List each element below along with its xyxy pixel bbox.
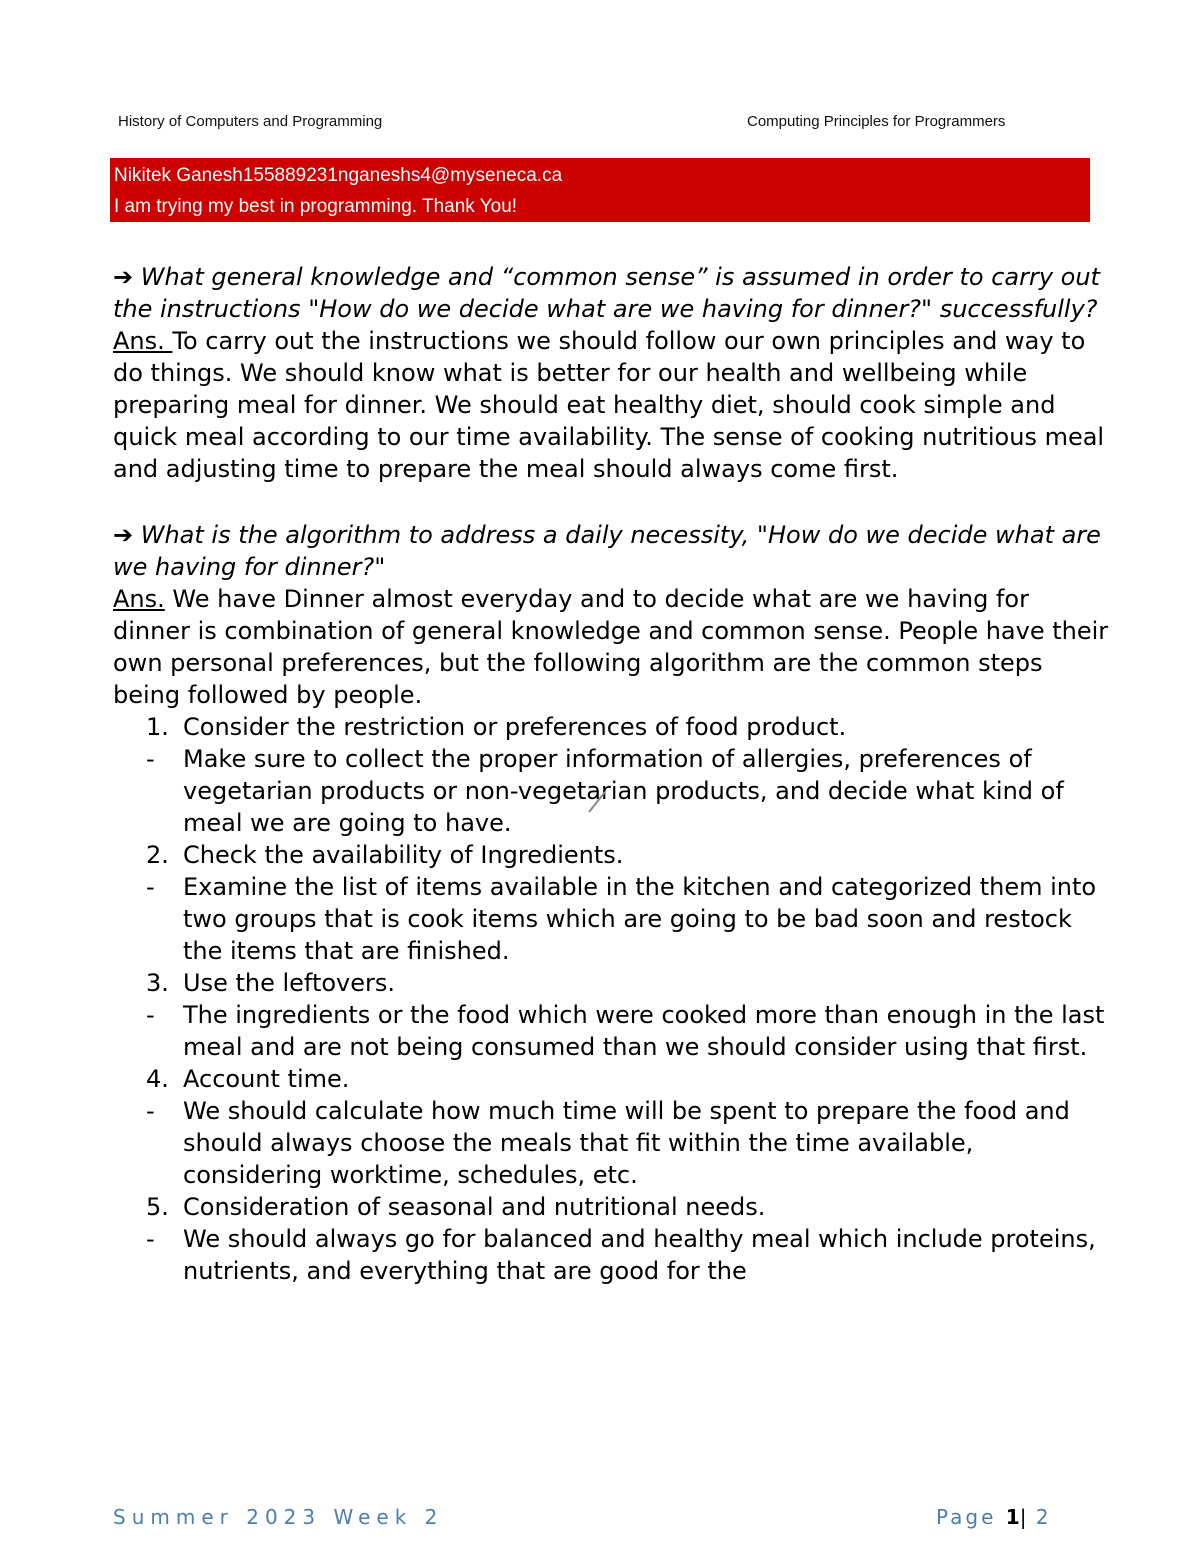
step-5 — [113, 1191, 1113, 1223]
question-2: ➔ What is the algorithm to address a daily necessity, "How do we decide what are we having for dinner?" — [113, 521, 1101, 581]
step-1-detail — [113, 743, 1113, 839]
answer-2 — [113, 583, 1113, 711]
footer-current-page: 1 — [1005, 1505, 1020, 1529]
footer-separator: | — [1019, 1505, 1027, 1529]
question-1: ➔ What general knowledge and “common sense” is assumed in order to carry out the instructions "How do we decide what are we having for dinner?" successfully? — [113, 263, 1100, 323]
step-4-title: Account time. — [183, 1065, 350, 1093]
step-4-number: 4. — [146, 1065, 169, 1093]
dash-marker: - — [146, 1001, 155, 1029]
step-3-detail — [113, 999, 1113, 1063]
step-5-detail — [113, 1223, 1113, 1287]
dash-marker: - — [146, 1097, 155, 1125]
step-2-number: 2. — [146, 841, 169, 869]
step-1-number: 1. — [146, 713, 169, 741]
step-2-detail-text: Examine the list of items available in the kitchen and categorized them into two groups that is cook items which are going to be bad soon and restock the items that are finished. — [183, 873, 1097, 965]
student-note-line: I am trying my best in programming. Thank You! — [114, 196, 518, 217]
student-info-line: Nikitek Ganesh155889231nganeshs4@myseneca.ca — [114, 165, 563, 186]
dash-marker: - — [146, 1225, 155, 1253]
step-3-title: Use the leftovers. — [183, 969, 396, 997]
answer-1-label: Ans. — [113, 327, 173, 355]
footer-term: Summer 2023 Week 2 — [113, 1505, 444, 1529]
dash-marker: - — [146, 873, 155, 901]
student-banner — [110, 158, 1090, 222]
answer-2-label: Ans. — [113, 585, 165, 613]
step-1-title: Consider the restriction or preferences of food product. — [183, 713, 847, 741]
answer-1 — [113, 325, 1113, 485]
step-3-detail-text: The ingredients or the food which were cooked more than enough in the last meal and are not being consumed than we should consider using that first. — [183, 1001, 1105, 1061]
footer-page-word: Page — [936, 1505, 997, 1529]
step-2-detail — [113, 871, 1113, 967]
step-1 — [113, 711, 1113, 743]
step-2-title: Check the availability of Ingredients. — [183, 841, 624, 869]
step-2 — [113, 839, 1113, 871]
step-5-title: Consideration of seasonal and nutritional needs. — [183, 1193, 766, 1221]
footer-total-pages: 2 — [1035, 1505, 1049, 1529]
dash-marker: - — [146, 745, 155, 773]
footer-page-number — [936, 1505, 1049, 1529]
header-right-title: Computing Principles for Programmers — [747, 113, 1006, 130]
step-1-detail-text: Make sure to collect the proper information of allergies, preferences of vegetarian products or non-vegetarian products, and decide what kind of meal we are going to have. — [183, 745, 1064, 837]
step-3 — [113, 967, 1113, 999]
answer-2-text: We have Dinner almost everyday and to decide what are we having for dinner is combination of general knowledge and common sense. People have their own personal preferences, but the following algorithm are the common steps being followed by people. — [113, 585, 1109, 709]
step-3-number: 3. — [146, 969, 169, 997]
mouse-cursor-icon — [587, 790, 607, 814]
answer-1-text: To carry out the instructions we should follow our own principles and way to do things. We should know what is better for our health and wellbeing while preparing meal for dinner. We should eat healthy diet, should cook simple and quick meal according to our time availability. The sense of cooking nutritious meal and adjusting time to prepare the meal should always come first. — [113, 327, 1105, 483]
step-4-detail — [113, 1095, 1113, 1191]
step-5-number: 5. — [146, 1193, 169, 1221]
document-body — [113, 261, 1113, 1287]
step-4-detail-text: We should calculate how much time will be spent to prepare the food and should always choose the meals that fit within the time available, considering worktime, schedules, etc. — [183, 1097, 1070, 1189]
step-4 — [113, 1063, 1113, 1095]
header-left-title: History of Computers and Programming — [118, 113, 383, 130]
step-5-detail-text: We should always go for balanced and healthy meal which include proteins, nutrients, and everything that are good for the — [183, 1225, 1096, 1285]
